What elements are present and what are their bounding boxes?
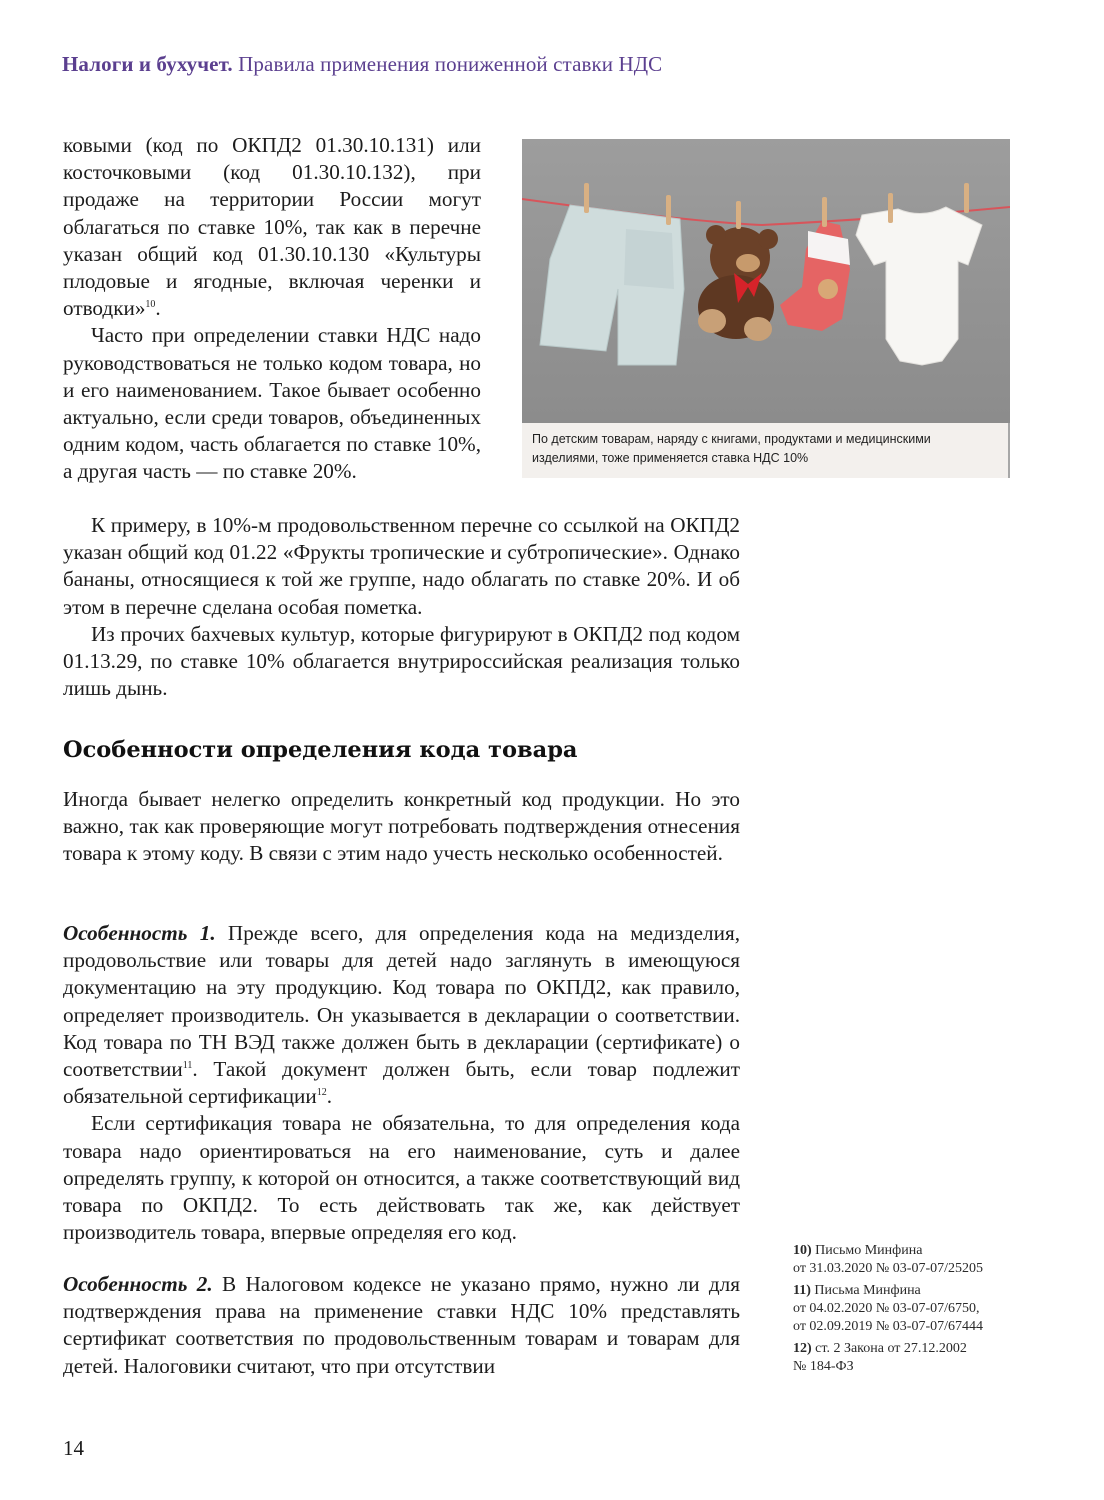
- paragraph: [63, 132, 481, 322]
- paragraph-text: .: [326, 1084, 333, 1109]
- paragraph-text: В Налоговом кодексе не указано прямо, нужно ли для подтверждения права на применение ставки НДС 10% представлять сертификат соответствия по продовольственным товарам и товарам для детей. Налоговики считают, что при отсутствии: [63, 1272, 741, 1378]
- footnote-ref: 11: [182, 1060, 193, 1072]
- footnote-number: 10): [793, 1243, 812, 1258]
- stocking-shape: [780, 221, 850, 331]
- paragraph-text: Прежде всего, для определения кода на медизделия, продовольствие или товары для детей надо заглянуть в имеющуюся документацию на эту продукцию. Код товара по ОКПД2, как правило, определяет производитель. Он указывается в декларации о соответствии. Код товара по ТН ВЭД также должен быть в декларации (сертификате) о соответствии: [63, 921, 741, 1082]
- page-number: 14: [63, 1436, 84, 1460]
- photo-illustration: [522, 139, 1010, 423]
- footnote-text: от 02.09.2019 № 03-07-07/67444: [793, 1319, 984, 1334]
- footnote-number: 12): [793, 1341, 812, 1356]
- paragraph: К примеру, в 10%-м продовольственном перечне со ссылкой на ОКПД2 указан общий код 01.22 «Фрукты тропические и субтропические». Однако бананы, относящиеся к той же группе, надо облагать по ставке 20%. И об этом в перечне сделана особая пометка.: [63, 513, 740, 619]
- footnote-number: 11): [793, 1283, 811, 1298]
- bodysuit-shape: [856, 207, 982, 365]
- running-head-title: Правила применения пониженной ставки НДС: [238, 52, 663, 76]
- footnote-text: Письма Минфина: [814, 1283, 921, 1298]
- paragraph: Если сертификация товара не обязательна, то для определения кода товара надо ориентироваться на его наименование, суть и далее определять группу, к которой он относится, а также соответствующий вид товара по ОКПД2. То есть действовать так же, как действует производитель товара, впервые определяя его код.: [63, 1111, 740, 1245]
- feature-2: [63, 1271, 740, 1380]
- footnote-ref: 12: [316, 1087, 327, 1099]
- photo-clothesline: [522, 139, 1010, 423]
- feature-1: [63, 920, 740, 1246]
- footnote-text: ст. 2 Закона от 27.12.2002: [815, 1341, 967, 1356]
- footnote-text: от 04.02.2020 № 03-07-07/6750,: [793, 1301, 980, 1316]
- feature-lead: Особенность 2.: [63, 1272, 213, 1296]
- paragraph-text: .: [155, 296, 161, 321]
- paragraph: [63, 1271, 740, 1380]
- running-head: [62, 52, 662, 77]
- footnote-text: от 31.03.2020 № 03-07-07/25205: [793, 1261, 984, 1276]
- figure-caption: По детским товарам, наряду с книгами, продуктами и медицинскими изделиями, тоже применяется ставка НДС 10%: [522, 423, 1010, 478]
- teddy-bear-shape: [698, 225, 778, 341]
- footnote-text: Письмо Минфина: [815, 1243, 923, 1258]
- paragraph: Часто при определении ставки НДС надо руководствоваться не только кодом товара, но и его наименованием. Такое бывает особенно актуально, если среди товаров, объединенных одним кодом, часть облагается по ставке 10%, а другая часть — по ставке 20%.: [63, 323, 481, 484]
- paragraph-text: . Такой документ должен быть, если товар подлежит обязательной сертификации: [63, 1057, 740, 1109]
- paragraph: [63, 920, 740, 1110]
- footnote-ref: 10: [145, 299, 156, 311]
- footnote: [793, 1242, 1053, 1278]
- section-heading: Особенности определения кода товара: [63, 737, 578, 763]
- section-intro: [63, 786, 740, 868]
- running-head-section: Налоги и бухучет.: [62, 52, 233, 76]
- footnote: [793, 1282, 1053, 1336]
- feature-lead: Особенность 1.: [63, 921, 216, 945]
- footnotes: [793, 1242, 1053, 1380]
- paragraph: Из прочих бахчевых культур, которые фигурируют в ОКПД2 под кодом 01.13.29, по ставке 10% облагается внутрироссийская реализация только лишь дынь.: [63, 621, 740, 701]
- column-wide-1: [63, 512, 740, 702]
- paragraph: Иногда бывает нелегко определить конкретный код продукции. Но это важно, так как проверяющие могут потребовать подтверждения отнесения товара к этому коду. В связи с этим надо учесть несколько особенностей.: [63, 787, 740, 866]
- paragraph-text: ковыми (код по ОКПД2 01.30.10.131) или косточковыми (код 01.30.10.132), при продаже на территории России могут облагаться по ставке 10%, так как в перечне указан общий код 01.30.10.130 «Культуры плодовые и ягодные, включая черенки и отводки»: [63, 133, 481, 321]
- footnote: [793, 1340, 1053, 1376]
- figure: [522, 139, 1010, 478]
- footnote-text: № 184-ФЗ: [793, 1359, 854, 1374]
- column-narrow: [63, 132, 481, 486]
- pants-shape: [540, 205, 684, 365]
